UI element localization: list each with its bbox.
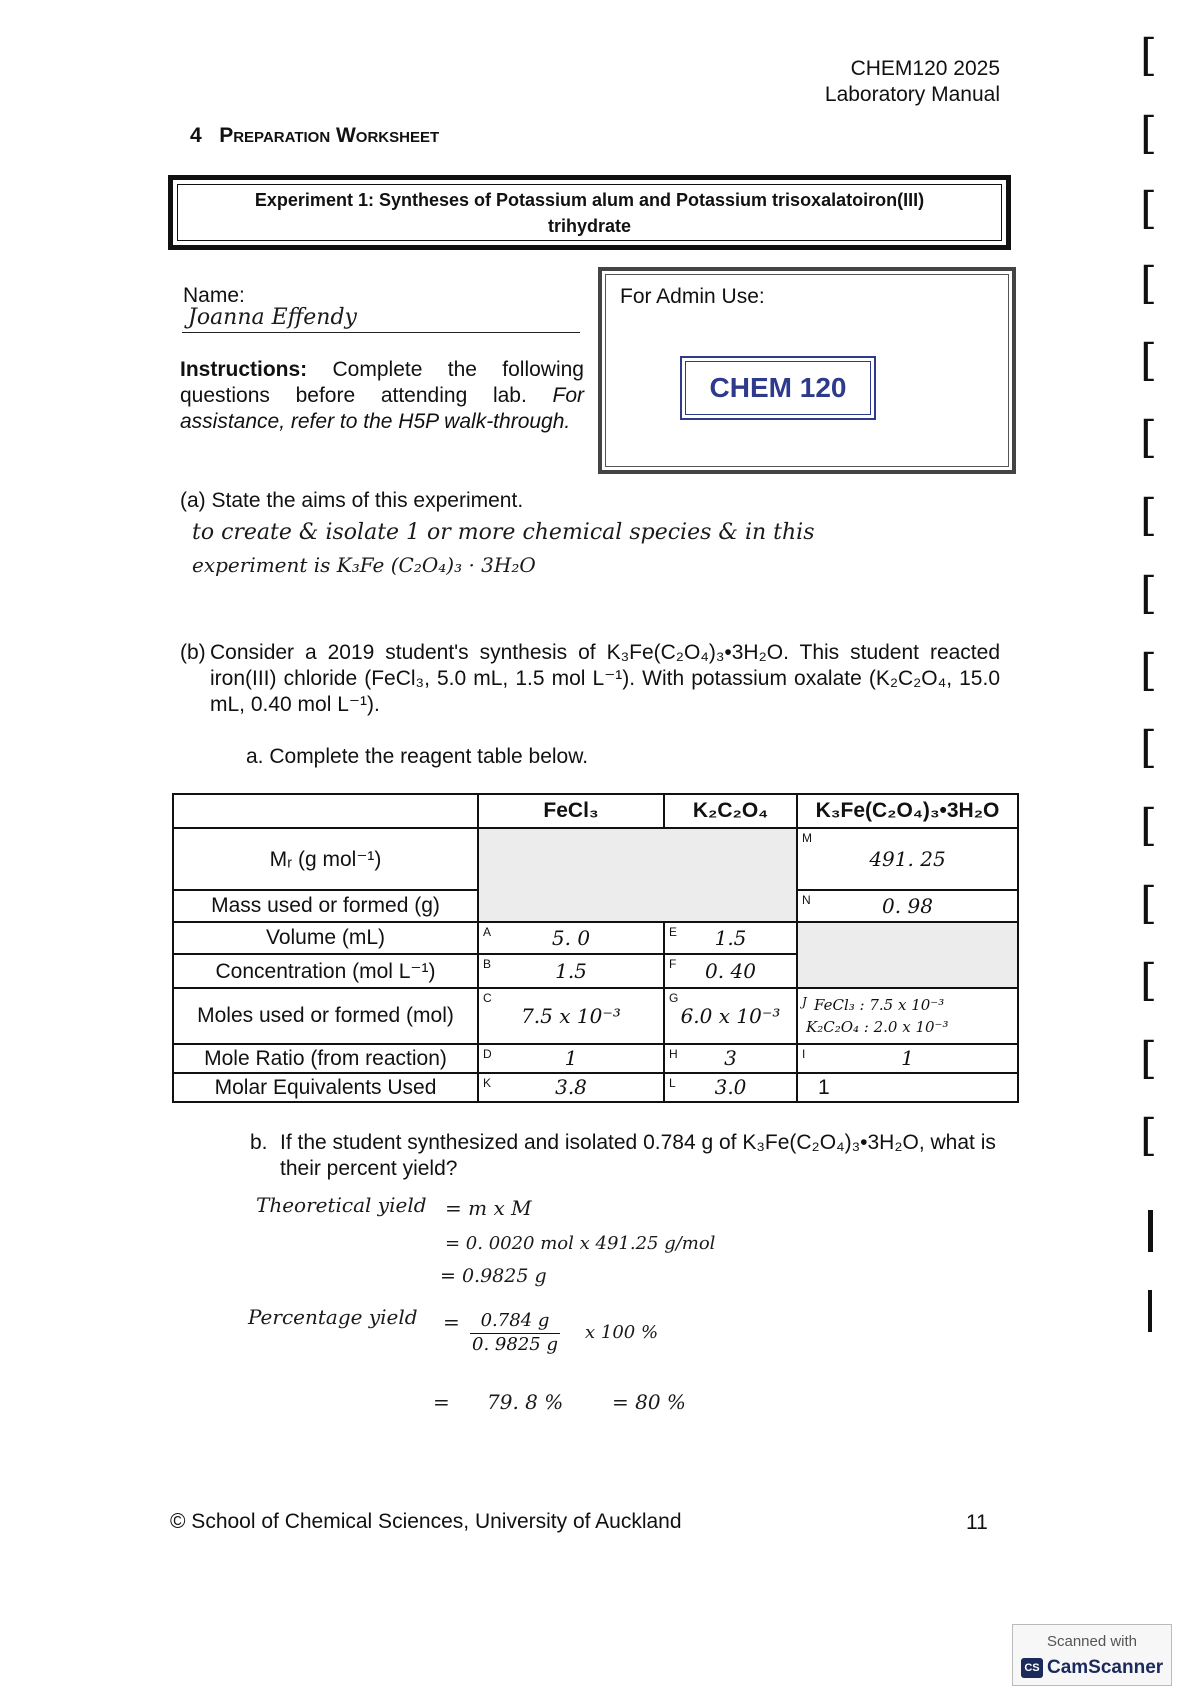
margin-bracket: [ [1140, 645, 1158, 696]
margin-bracket: [ [1140, 955, 1158, 1006]
answer-a-line2: experiment is K₃Fe (C₂O₄)₃ · 3H₂O [192, 553, 536, 577]
admin-label: For Admin Use: [620, 285, 765, 308]
name-value: Joanna Effendy [188, 305, 357, 330]
cell-F: F 0. 40 [664, 954, 797, 988]
margin-bar [1148, 1290, 1152, 1332]
question-a: (a) State the aims of this experiment. [180, 489, 524, 512]
admin-box [598, 267, 1016, 474]
course-code: CHEM120 2025 [850, 57, 1000, 80]
subquestion-b [250, 1130, 1010, 1182]
margin-bar [1148, 1210, 1153, 1252]
subquestion-b-label: b. [250, 1131, 268, 1154]
cell-L: L 3.0 [664, 1073, 797, 1102]
yield-fraction [470, 1310, 560, 1355]
percentage-yield-label: Percentage yield [248, 1305, 418, 1329]
margin-bracket: [ [1140, 568, 1158, 619]
subquestion-b-text: If the student synthesized and isolated 0.784 g of K₃Fe(C₂O₄)₃•3H₂O, what is their percent yield? [280, 1131, 996, 1180]
margin-bracket: [ [1140, 800, 1158, 851]
camscanner-logo-icon: CS [1021, 1658, 1043, 1678]
section-number: 4 [190, 124, 202, 147]
row-label-volume: Volume (mL) [173, 922, 478, 954]
cell-H: H 3 [664, 1044, 797, 1073]
cell-blank [478, 828, 797, 922]
margin-bracket: [ [1140, 412, 1158, 463]
row-label-mass: Mass used or formed (g) [173, 890, 478, 922]
table-row [173, 1073, 1018, 1102]
margin-bracket: [ [1140, 722, 1158, 773]
margin-bracket: [ [1140, 1033, 1158, 1084]
reagent-table [172, 793, 1019, 1103]
margin-bracket: [ [1140, 30, 1158, 81]
subquestion-a: a. Complete the reagent table below. [246, 745, 589, 768]
cell-E: E 1.5 [664, 922, 797, 954]
yield-result: 79. 8 % [487, 1390, 564, 1414]
cell-D: D 1 [478, 1044, 664, 1073]
page-number: 11 [966, 1511, 988, 1534]
table-header-k2c2o4: K₂C₂O₄ [664, 794, 797, 828]
table-row [173, 1044, 1018, 1073]
row-label-ratio: Mole Ratio (from reaction) [173, 1044, 478, 1073]
experiment-title-box [168, 175, 1011, 250]
theoretical-yield-label: Theoretical yield [256, 1193, 427, 1217]
question-b [180, 640, 1000, 718]
cell-G: G 6.0 x 10⁻³ [664, 988, 797, 1044]
table-row [173, 828, 1018, 890]
footer-copyright: © School of Chemical Sciences, University of Auckland [170, 1510, 682, 1533]
row-label-mr: Mᵣ (g mol⁻¹) [173, 828, 478, 890]
cell-M: M 491. 25 [797, 828, 1018, 890]
cell-blank [797, 922, 1018, 988]
cell-C: C 7.5 x 10⁻³ [478, 988, 664, 1044]
cell-N: N 0. 98 [797, 890, 1018, 922]
margin-bracket: [ [1140, 108, 1158, 159]
manual-header [825, 56, 1000, 108]
row-label-moles: Moles used or formed (mol) [173, 988, 478, 1044]
camscanner-brand: CamScanner [1047, 1657, 1164, 1678]
name-underline [182, 332, 580, 333]
section-title [190, 124, 439, 148]
yield-rounded: = 80 % [612, 1390, 686, 1414]
scanned-with-text: Scanned with [1046, 1633, 1138, 1650]
instructions-text: Complete the following questions before attending lab. [180, 358, 584, 407]
yield-numerator: 0.784 g [470, 1310, 560, 1334]
instructions-help: For assistance, refer to the H5P walk-through. [180, 384, 584, 433]
table-header-fecl3: FeCl₃ [478, 794, 664, 828]
cell-A: A 5. 0 [478, 922, 664, 954]
theoretical-yield-calc: = 0. 0020 mol x 491.25 g/mol [445, 1233, 716, 1254]
answer-a-line1: to create & isolate 1 or more chemical species & in this [192, 520, 815, 545]
margin-bracket: [ [1140, 490, 1158, 541]
table-row [173, 922, 1018, 954]
theoretical-yield-formula: = m x M [445, 1196, 532, 1220]
theoretical-yield-result: = 0.9825 g [440, 1265, 547, 1287]
cell-I: I 1 [797, 1044, 1018, 1073]
cell-product-equiv: 1 [797, 1073, 1018, 1102]
margin-bracket: [ [1140, 183, 1158, 234]
name-label: Name: [183, 284, 245, 307]
instructions-label: Instructions: [180, 358, 308, 381]
manual-title: Laboratory Manual [824, 83, 1000, 106]
margin-bracket: [ [1140, 878, 1158, 929]
margin-bracket: [ [1140, 258, 1158, 309]
cell-B: B 1.5 [478, 954, 664, 988]
section-heading: Preparation Worksheet [219, 124, 440, 147]
cell-K: K 3.8 [478, 1073, 664, 1102]
yield-multiplier: x 100 % [585, 1322, 659, 1343]
row-label-conc: Concentration (mol L⁻¹) [173, 954, 478, 988]
yield-denominator: 0. 9825 g [472, 1334, 558, 1355]
question-b-label: (b) [180, 641, 206, 664]
camscanner-watermark [1012, 1624, 1172, 1686]
stamp-text: CHEM 120 [709, 372, 847, 403]
cell-J: J FeCl₃ : 7.5 x 10⁻³ K₂C₂O₄ : 2.0 x 10⁻³ [797, 988, 1018, 1044]
row-label-equiv: Molar Equivalents Used [173, 1073, 478, 1102]
course-stamp [680, 356, 876, 420]
table-row [173, 794, 1018, 828]
question-b-text: Consider a 2019 student's synthesis of K₃Fe(C₂O₄)₃•3H₂O. This student reacted iron(III) chloride (FeCl₃, 5.0 mL, 1.5 mol L⁻¹). With potassium oxalate (K₂C₂O₄, 15.0 mL, 0.40 mol L⁻¹). [210, 641, 1000, 716]
margin-bracket: [ [1140, 335, 1158, 386]
percentage-yield-equals: = [443, 1310, 460, 1334]
table-row [173, 988, 1018, 1044]
table-header-blank [173, 794, 478, 828]
yield-equals: = [433, 1390, 450, 1414]
table-header-product: K₃Fe(C₂O₄)₃•3H₂O [797, 794, 1018, 828]
experiment-title: Experiment 1: Syntheses of Potassium alum and Potassium trisoxalatoiron(III) trihydrate [254, 189, 925, 236]
instructions [180, 357, 584, 435]
margin-bracket: [ [1140, 1110, 1158, 1161]
